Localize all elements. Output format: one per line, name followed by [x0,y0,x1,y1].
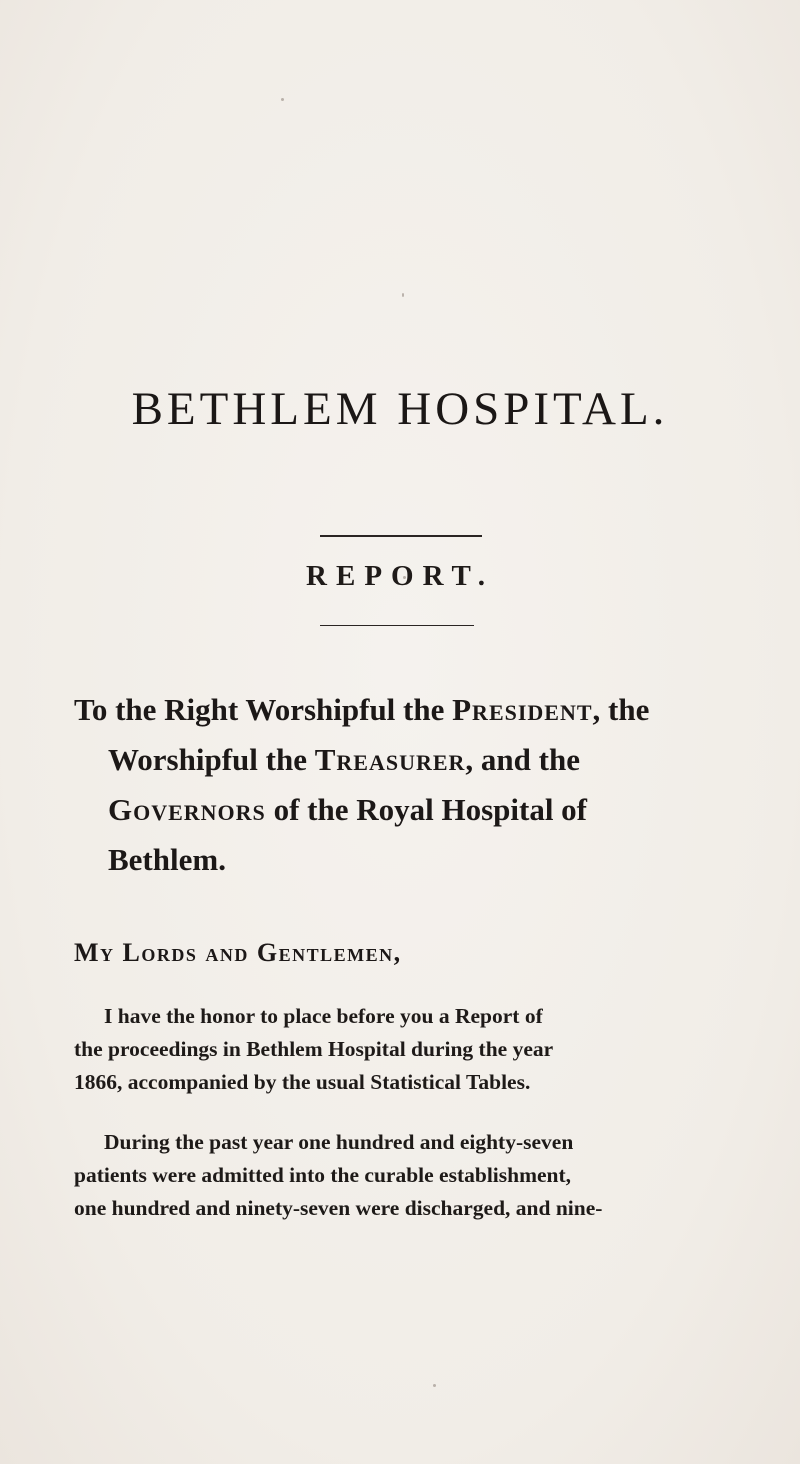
paragraph-1 [74,1000,660,1099]
paragraph-line: During the past year one hundred and eighty-seven [104,1130,574,1154]
paragraph-line: the proceedings in Bethlem Hospital during the year [74,1037,554,1061]
address-line-3: Governors of the Royal Hospital of [108,792,587,827]
paragraph-line: one hundred and ninety-seven were discharged, and nine- [74,1196,603,1220]
paper-speck [281,98,284,101]
report-heading: REPORT. [306,560,494,592]
address-line-1: To the Right Worshipful the President, the [74,692,650,727]
title-rule-top [320,535,482,537]
document-title: BETHLEM HOSPITAL. [131,383,669,435]
title-rule-bottom [320,625,474,626]
address-line-4: Bethlem. [108,842,226,877]
paragraph-2 [74,1126,660,1225]
salutation: My Lords and Gentlemen, [74,938,402,967]
paper-speck [402,293,404,297]
paragraph-line: 1866, accompanied by the usual Statistical Tables. [74,1070,531,1094]
paragraph-line: I have the honor to place before you a Report of [104,1004,543,1028]
address-block [74,685,674,885]
address-line-2: Worshipful the Treasurer, and the [108,742,580,777]
paragraph-line: patients were admitted into the curable establishment, [74,1163,572,1187]
paper-speck [433,1384,436,1387]
